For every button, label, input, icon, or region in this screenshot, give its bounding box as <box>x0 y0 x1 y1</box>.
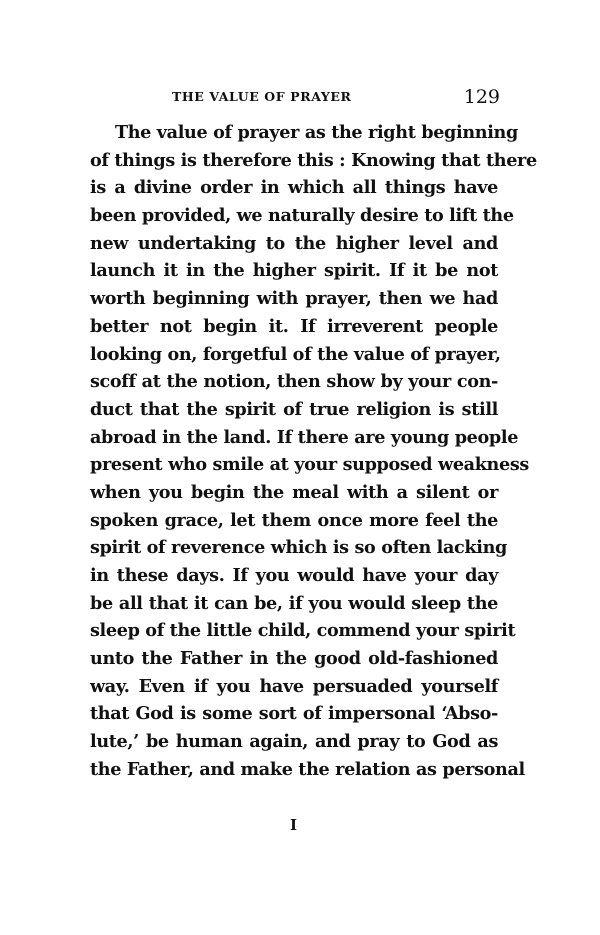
text-line: The value of prayer as the right beginning <box>115 122 518 143</box>
text-line: lute,’ be human again, and pray to God as <box>90 731 498 753</box>
text-line: looking on, forgetful of the value of prayer, <box>90 343 501 365</box>
signature-mark: I <box>290 816 298 834</box>
body-text <box>90 119 537 784</box>
text-line: the Father, and make the relation as personal <box>90 758 525 780</box>
text-line: present who smile at your supposed weakness <box>90 454 529 476</box>
text-line: launch it in the higher spirit. If it be not <box>90 260 498 282</box>
text-line: be all that it can be, if you would sleep the <box>90 592 498 614</box>
text-line: duct that the spirit of true religion is still <box>90 398 498 420</box>
text-line: been provided, we naturally desire to lift the <box>90 205 514 227</box>
text-line: better not begin it. If irreverent people <box>90 315 498 337</box>
text-line: sleep of the little child, commend your spirit <box>90 620 516 642</box>
text-line: of things is therefore this : Knowing that there <box>90 149 537 171</box>
text-line: is a divine order in which all things have <box>90 177 498 199</box>
running-title: THE VALUE OF PRAYER <box>172 89 352 104</box>
running-header <box>90 86 500 110</box>
text-line: way. Even if you have persuaded yourself <box>90 675 498 697</box>
text-line: spoken grace, let them once more feel the <box>90 509 498 531</box>
text-line: worth beginning with prayer, then we had <box>90 288 498 310</box>
text-line: that God is some sort of impersonal ‘Abso- <box>90 703 498 725</box>
page-number: 129 <box>463 86 500 108</box>
text-line: in these days. If you would have your day <box>90 565 498 586</box>
text-line: when you begin the meal with a silent or <box>90 481 498 503</box>
text-line: scoff at the notion, then show by your con- <box>90 371 498 393</box>
text-line: unto the Father in the good old-fashioned <box>90 648 498 670</box>
text-line: abroad in the land. If there are young people <box>90 426 519 448</box>
text-line: spirit of reverence which is so often lacking <box>90 537 507 559</box>
text-line: new undertaking to the higher level and <box>90 232 498 254</box>
